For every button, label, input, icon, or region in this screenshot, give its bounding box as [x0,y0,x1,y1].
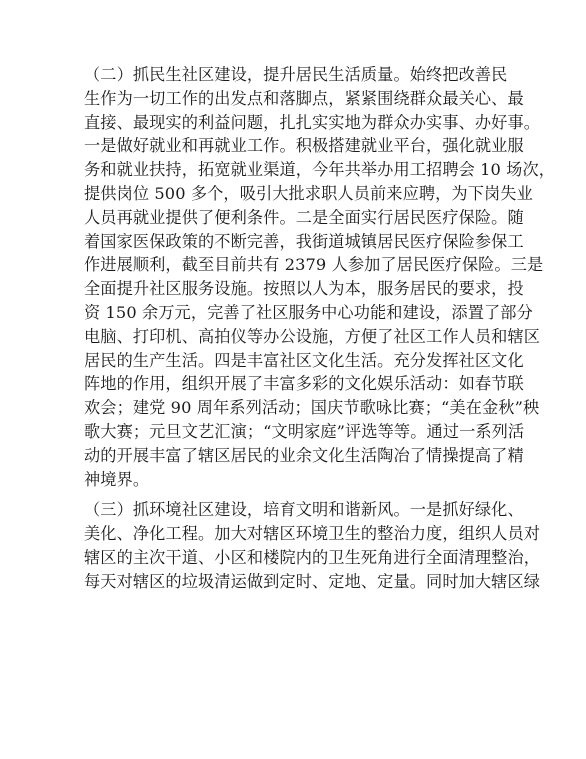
paragraph-line: 人员再就业提供了便利条件。二是全面实行居民医疗保险。随 [84,207,524,227]
paragraph-line: 动的开展丰富了辖区居民的业余文化生活陶冶了情操提高了精 [84,445,524,465]
paragraph-line: 神境界。 [84,469,150,489]
paragraph-line: 直接、最现实的利益问题，扎扎实实地为群众办实事、办好事。 [84,112,541,132]
paragraph-line: （二）抓民生社区建设，提升居民生活质量。始终把改善民 [84,65,508,84]
paragraph-line: 资 150 余万元，完善了社区服务中心功能和建设，添置了部分 [84,302,533,322]
document-body [84,63,556,594]
paragraph-line: 务和就业扶持，拓宽就业渠道，今年共举办用工招聘会 10 场次， [84,160,556,180]
paragraph-line: 生作为一切工作的出发点和落脚点，紧紧围绕群众最关心、最 [84,88,524,108]
paragraph-line: （三）抓环境社区建设，培育文明和谐新风。一是抓好绿化、 [84,500,524,520]
paragraph-line: 提供岗位 500 多个，吸引大批求职人员前来应聘，为下岗失业 [84,183,533,203]
paragraph-line: 居民的生产生活。四是丰富社区文化生活。充分发挥社区文化 [84,350,524,370]
paragraph-line: 歌大赛；元旦文艺汇演；“文明家庭”评选等等。通过一系列活 [84,421,525,441]
paragraph-spacing [84,491,504,498]
paragraph-residents-livelihood [84,63,556,491]
paragraph-environment [84,498,541,593]
paragraph-line: 阵地的作用，组织开展了丰富多彩的文化娱乐活动：如春节联 [84,374,524,394]
paragraph-line: 作进展顺利，截至目前共有 2379 人参加了居民医疗保险。三是 [84,255,544,275]
paragraph-line: 电脑、打印机、高拍仪等办公设施，方便了社区工作人员和辖区 [84,326,541,346]
paragraph-line: 辖区的主次干道、小区和楼院内的卫生死角进行全面清理整治， [84,547,541,567]
paragraph-line: 每天对辖区的垃圾清运做到定时、定地、定量。同时加大辖区绿 [84,571,541,591]
paragraph-line: 美化、净化工程。加大对辖区环境卫生的整治力度，组织人员对 [84,524,541,544]
paragraph-line: 着国家医保政策的不断完善，我街道城镇居民医疗保险参保工 [84,231,524,251]
paragraph-line: 一是做好就业和再就业工作。积极搭建就业平台，强化就业服 [84,136,524,156]
paragraph-line: 欢会；建党 90 周年系列活动；国庆节歌咏比赛；“美在金秋”秧 [84,398,540,418]
paragraph-line: 全面提升社区服务设施。按照以人为本，服务居民的要求，投 [84,279,524,299]
